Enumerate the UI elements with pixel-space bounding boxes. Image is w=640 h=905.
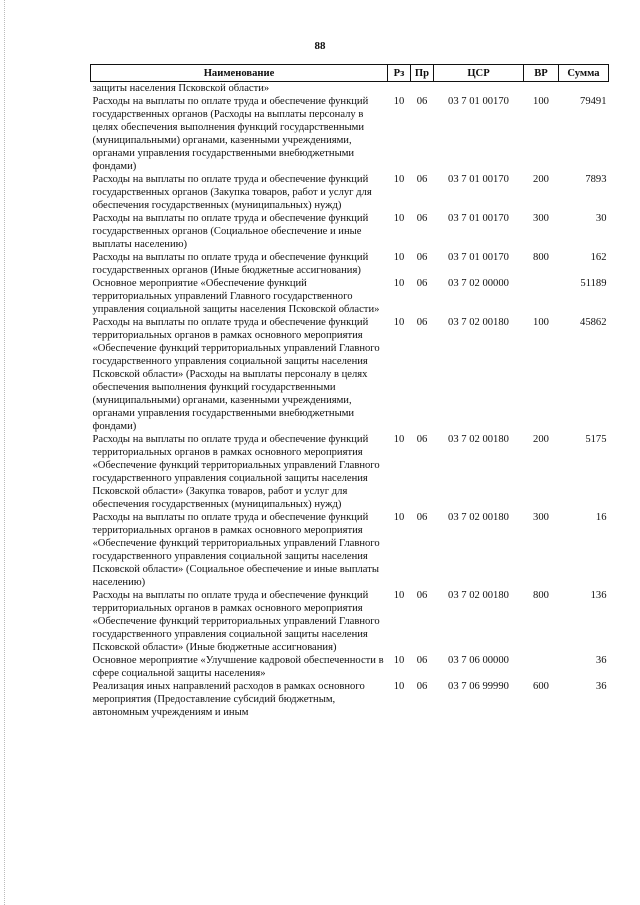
row-rz: 10 (393, 213, 405, 224)
header-name: Наименование (91, 65, 388, 82)
row-vr (524, 654, 559, 680)
row-vr (524, 82, 559, 96)
row-name: Расходы на выплаты по оплате труда и обеспечение функций территориальных органов в рамках основного мероприятия «Обеспечение функций территориальных управлений Главного государственного управления социальной защиты населения Псковской области» (Расходы на выплаты персоналу в целях обеспечения выполнения функций государственными (муниципальными) органами, казенными учреждениями, органами управления государственными внебюджетными фондами) (92, 317, 380, 432)
row-name: защиты населения Псковской области» (92, 83, 270, 94)
row-rz: 10 (393, 317, 405, 328)
row-rz: 10 (393, 655, 405, 666)
row-name: Основное мероприятие «Улучшение кадровой обеспеченности в сфере социальной защиты населения» (92, 655, 384, 679)
row-rz: 10 (393, 512, 405, 523)
header-rz: Рз (388, 65, 411, 82)
header-pr: Пр (411, 65, 434, 82)
row-pr: 06 (416, 278, 428, 289)
header-sum: Сумма (559, 65, 609, 82)
row-sum: 5175 (585, 434, 607, 445)
row-sum: 36 (595, 655, 607, 666)
row-name: Расходы на выплаты по оплате труда и обеспечение функций территориальных органов в рамках основного мероприятия «Обеспечение функций территориальных управлений Главного государственного управления социальной защиты населения Псковской области» (Социальное обеспечение и иные выплаты населению) (92, 512, 380, 588)
row-sum: 136 (590, 590, 607, 601)
table-header-row (91, 65, 609, 82)
row-name: Расходы на выплаты по оплате труда и обеспечение функций государственных органов (Расходы на выплаты персоналу в целях обеспечения выполнения функций государственными (муниципальными) органами, казенными учреждениями, органами управления государственными внебюджетными фондами) (92, 96, 369, 172)
row-sum: 45862 (580, 317, 607, 328)
row-csr: 03 7 06 99990 (448, 681, 509, 692)
row-vr: 100 (533, 317, 549, 328)
row-name: Расходы на выплаты по оплате труда и обеспечение функций территориальных органов в рамках основного мероприятия «Обеспечение функций территориальных управлений Главного государственного управления социальной защиты населения Псковской области» (Иные бюджетные ассигнования) (92, 590, 380, 653)
table-row (91, 173, 609, 212)
row-rz: 10 (393, 174, 405, 185)
row-name: Расходы на выплаты по оплате труда и обеспечение функций территориальных органов в рамках основного мероприятия «Обеспечение функций территориальных управлений Главного государственного управления социальной защиты населения Псковской области» (Закупка товаров, работ и услуг для обеспечения государственных (муниципальных) нужд) (92, 434, 380, 510)
row-name: Расходы на выплаты по оплате труда и обеспечение функций государственных органов (Закупка товаров, работ и услуг для обеспечения государственных (муниципальных) нужд) (92, 174, 372, 211)
row-pr: 06 (416, 252, 428, 263)
header-csr: ЦСР (434, 65, 524, 82)
table-row (91, 433, 609, 511)
header-vr: ВР (524, 65, 559, 82)
table-row (91, 511, 609, 589)
table-row (91, 680, 609, 719)
row-csr: 03 7 01 00170 (448, 174, 509, 185)
row-rz: 10 (393, 681, 405, 692)
row-rz: 10 (393, 590, 405, 601)
row-csr: 03 7 02 00180 (448, 590, 509, 601)
row-vr: 300 (533, 213, 549, 224)
row-csr: 03 7 01 00170 (448, 252, 509, 263)
row-pr: 06 (416, 434, 428, 445)
budget-table (90, 64, 609, 719)
row-csr: 03 7 02 00180 (448, 434, 509, 445)
row-vr: 800 (533, 252, 549, 263)
row-sum (559, 82, 609, 96)
row-vr (524, 277, 559, 316)
row-rz: 10 (393, 252, 405, 263)
row-sum: 7893 (585, 174, 607, 185)
row-pr: 06 (416, 317, 428, 328)
row-pr: 06 (416, 681, 428, 692)
table-row (91, 277, 609, 316)
row-csr: 03 7 01 00170 (448, 96, 509, 107)
row-sum: 162 (590, 252, 607, 263)
row-pr: 06 (416, 213, 428, 224)
table-row (91, 251, 609, 277)
table-row (91, 654, 609, 680)
row-name: Основное мероприятие «Обеспечение функций территориальных управлений Главного государственного управления социальной защиты населения Псковской области» (92, 278, 380, 315)
row-name: Реализация иных направлений расходов в рамках основного мероприятия (Предоставление субсидий бюджетным, автономным учреждениям и иным (92, 681, 365, 718)
table-row (91, 212, 609, 251)
row-rz: 10 (393, 278, 405, 289)
row-rz (388, 82, 411, 96)
row-sum: 16 (595, 512, 607, 523)
row-vr: 800 (533, 590, 549, 601)
row-pr: 06 (416, 655, 428, 666)
row-vr: 200 (533, 174, 549, 185)
row-name: Расходы на выплаты по оплате труда и обеспечение функций государственных органов (Социальное обеспечение и иные выплаты населению) (92, 213, 369, 250)
table-row (91, 82, 609, 96)
table-body (91, 82, 609, 720)
table-row (91, 589, 609, 654)
row-rz: 10 (393, 434, 405, 445)
row-vr: 200 (533, 434, 549, 445)
row-csr: 03 7 06 00000 (448, 655, 509, 666)
row-rz: 10 (393, 96, 405, 107)
row-pr: 06 (416, 96, 428, 107)
scan-edge-line (4, 0, 6, 905)
row-name: Расходы на выплаты по оплате труда и обеспечение функций государственных органов (Иные бюджетные ассигнования) (92, 252, 369, 276)
row-sum: 51189 (580, 278, 607, 289)
table-row (91, 316, 609, 433)
table-row (91, 95, 609, 173)
row-pr: 06 (416, 590, 428, 601)
row-sum: 36 (595, 681, 607, 692)
row-csr: 03 7 02 00000 (448, 278, 509, 289)
row-vr: 100 (533, 96, 549, 107)
page-number: 88 (314, 40, 326, 52)
row-csr (434, 82, 524, 96)
row-sum: 30 (595, 213, 607, 224)
row-sum: 79491 (580, 96, 607, 107)
row-csr: 03 7 02 00180 (448, 512, 509, 523)
row-vr: 300 (533, 512, 549, 523)
row-pr: 06 (416, 174, 428, 185)
row-vr: 600 (533, 681, 549, 692)
row-pr: 06 (416, 512, 428, 523)
row-pr (411, 82, 434, 96)
row-csr: 03 7 02 00180 (448, 317, 509, 328)
row-csr: 03 7 01 00170 (448, 213, 509, 224)
